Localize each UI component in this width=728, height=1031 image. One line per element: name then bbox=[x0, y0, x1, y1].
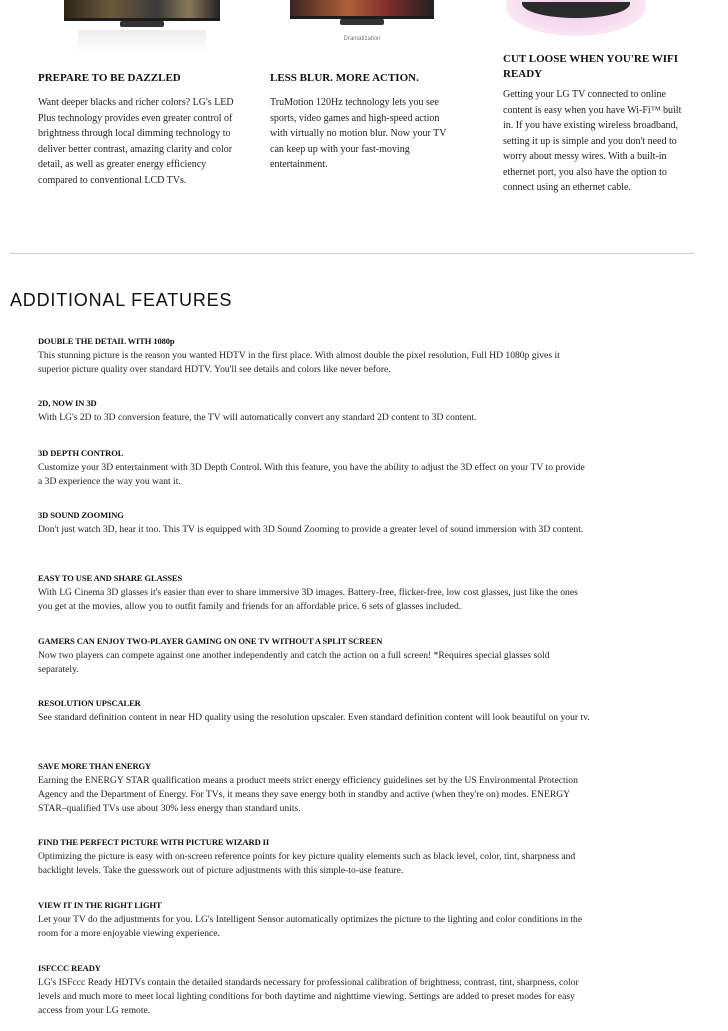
feature-item-body: Optimizing the picture is easy with on-screen reference points for key picture quality elements such as black level, color, tint, sharpness and backlight levels. Take the guesswork out of picture adjustments with this simple-to-use feature. bbox=[38, 851, 576, 876]
feature-item-heading: 3D DEPTH CONTROL bbox=[38, 448, 124, 458]
feature-heading: CUT LOOSE WHEN YOU'RE WIFI READY bbox=[503, 53, 679, 80]
feature-column-blur bbox=[270, 71, 456, 173]
feature-item-glasses bbox=[38, 572, 590, 614]
feature-item-body: Customize your 3D entertainment with 3D Depth Control. With this feature, you have the ability to adjust the 3D effect on your TV to provide a 3D experience the way you want it. bbox=[38, 462, 585, 487]
feature-item-heading: ISFCCC READY bbox=[38, 963, 101, 973]
image-caption: Dramatization bbox=[343, 36, 381, 42]
led-tv-image bbox=[58, 0, 226, 58]
feature-item-body: This stunning picture is the reason you wanted HDTV in the first place. With almost double the pixel resolution, Full HD 1080p gives it superior picture quality over standard HDTV. You'll see details and colors like never before. bbox=[38, 350, 560, 375]
feature-item-heading: RESOLUTION UPSCALER bbox=[38, 698, 141, 708]
feature-heading: PREPARE TO BE DAZZLED bbox=[38, 72, 181, 84]
wifi-tv-image bbox=[506, 0, 646, 40]
feature-item-1080p bbox=[38, 335, 590, 377]
feature-item-body: Don't just watch 3D, hear it too. This TV is equipped with 3D Sound Zooming to provide a greater level of sound immersion with 3D content. bbox=[38, 524, 584, 535]
feature-item-two-player bbox=[38, 635, 590, 677]
section-divider bbox=[10, 253, 694, 254]
feature-column-wifi bbox=[503, 52, 687, 196]
feature-item-isfccc bbox=[38, 962, 590, 1018]
feature-item-body: See standard definition content in near HD quality using the resolution upscaler. Even standard definition content will look beautiful on your tv. bbox=[38, 712, 590, 723]
additional-features-title: ADDITIONAL FEATURES bbox=[10, 290, 233, 310]
feature-item-upscaler bbox=[38, 697, 590, 725]
feature-body: Getting your LG TV connected to online content is easy when you have Wi-Fi™ built in. If you have existing wireless broadband, setting it up is simple and you don't need to worry about messy wires. With a built-in ethernet port, you also have the option to connect using an ethernet cable. bbox=[503, 89, 682, 193]
feature-item-body: With LG's 2D to 3D conversion feature, the TV will automatically convert any standard 2D content to 3D content. bbox=[38, 412, 477, 423]
feature-item-body: Now two players can compete against one another independently and catch the action on a full screen! *Requires special glasses sold separately. bbox=[38, 650, 550, 675]
motion-tv-image bbox=[282, 0, 442, 50]
feature-body: TruMotion 120Hz technology lets you see sports, video games and high-speed action with virtually no motion blur. Now your TV can keep up with your fast-moving entertainment. bbox=[270, 97, 447, 170]
feature-item-heading: SAVE MORE THAN ENERGY bbox=[38, 761, 152, 771]
feature-item-energy bbox=[38, 760, 590, 816]
feature-item-heading: FIND THE PERFECT PICTURE WITH PICTURE WIZARD II bbox=[38, 837, 270, 847]
feature-column-dazzled bbox=[38, 71, 244, 188]
feature-item-heading: 3D SOUND ZOOMING bbox=[38, 510, 124, 520]
feature-item-body: Earning the ENERGY STAR qualification means a product meets strict energy efficiency guidelines set by the US Environmental Protection Agency and the Department of Energy. For TVs, it means they save energy both in standby and active (when they're on) modes. ENERGY STAR–qualified TVs use about 30% less energy than standard units. bbox=[38, 775, 578, 814]
feature-item-heading: 2D, NOW IN 3D bbox=[38, 398, 97, 408]
feature-item-heading: EASY TO USE AND SHARE GLASSES bbox=[38, 573, 183, 583]
feature-heading: LESS BLUR. MORE ACTION. bbox=[270, 72, 419, 84]
feature-item-picture-wizard bbox=[38, 836, 590, 878]
feature-item-light-sensor bbox=[38, 899, 590, 941]
feature-item-body: Let your TV do the adjustments for you. LG's Intelligent Sensor automatically optimizes the picture to the lighting and color conditions in the room for a more enjoyable viewing experience. bbox=[38, 914, 583, 939]
feature-item-body: With LG Cinema 3D glasses it's easier than ever to share immersive 3D images. Battery-free, flicker-free, low cost glasses, just like the ones you get at the movies, allow you to outfit family and friends for an affordable price. 6 sets of glasses included. bbox=[38, 587, 578, 612]
feature-item-body: LG's ISFccc Ready HDTVs contain the detailed standards necessary for professional calibration of brightness, contrast, tint, sharpness, color levels and much more to meet local lighting conditions for both daytime and nighttime viewing. Settings are added to preset modes for easy access from your LG remote. bbox=[38, 977, 579, 1016]
feature-item-2d-3d bbox=[38, 397, 590, 425]
feature-item-heading: GAMERS CAN ENJOY TWO-PLAYER GAMING ON ONE TV WITHOUT A SPLIT SCREEN bbox=[38, 636, 383, 646]
feature-item-sound-zooming bbox=[38, 509, 590, 537]
feature-item-heading: DOUBLE THE DETAIL WITH 1080p bbox=[38, 336, 175, 346]
feature-item-depth-control bbox=[38, 447, 590, 489]
feature-item-heading: VIEW IT IN THE RIGHT LIGHT bbox=[38, 900, 162, 910]
feature-body: Want deeper blacks and richer colors? LG's LED Plus technology provides even greater control of brightness through local dimming technology to deliver better contrast, amazing clarity and color detail, as well as greater energy efficiency compared to conventional LCD TVs. bbox=[38, 97, 234, 186]
